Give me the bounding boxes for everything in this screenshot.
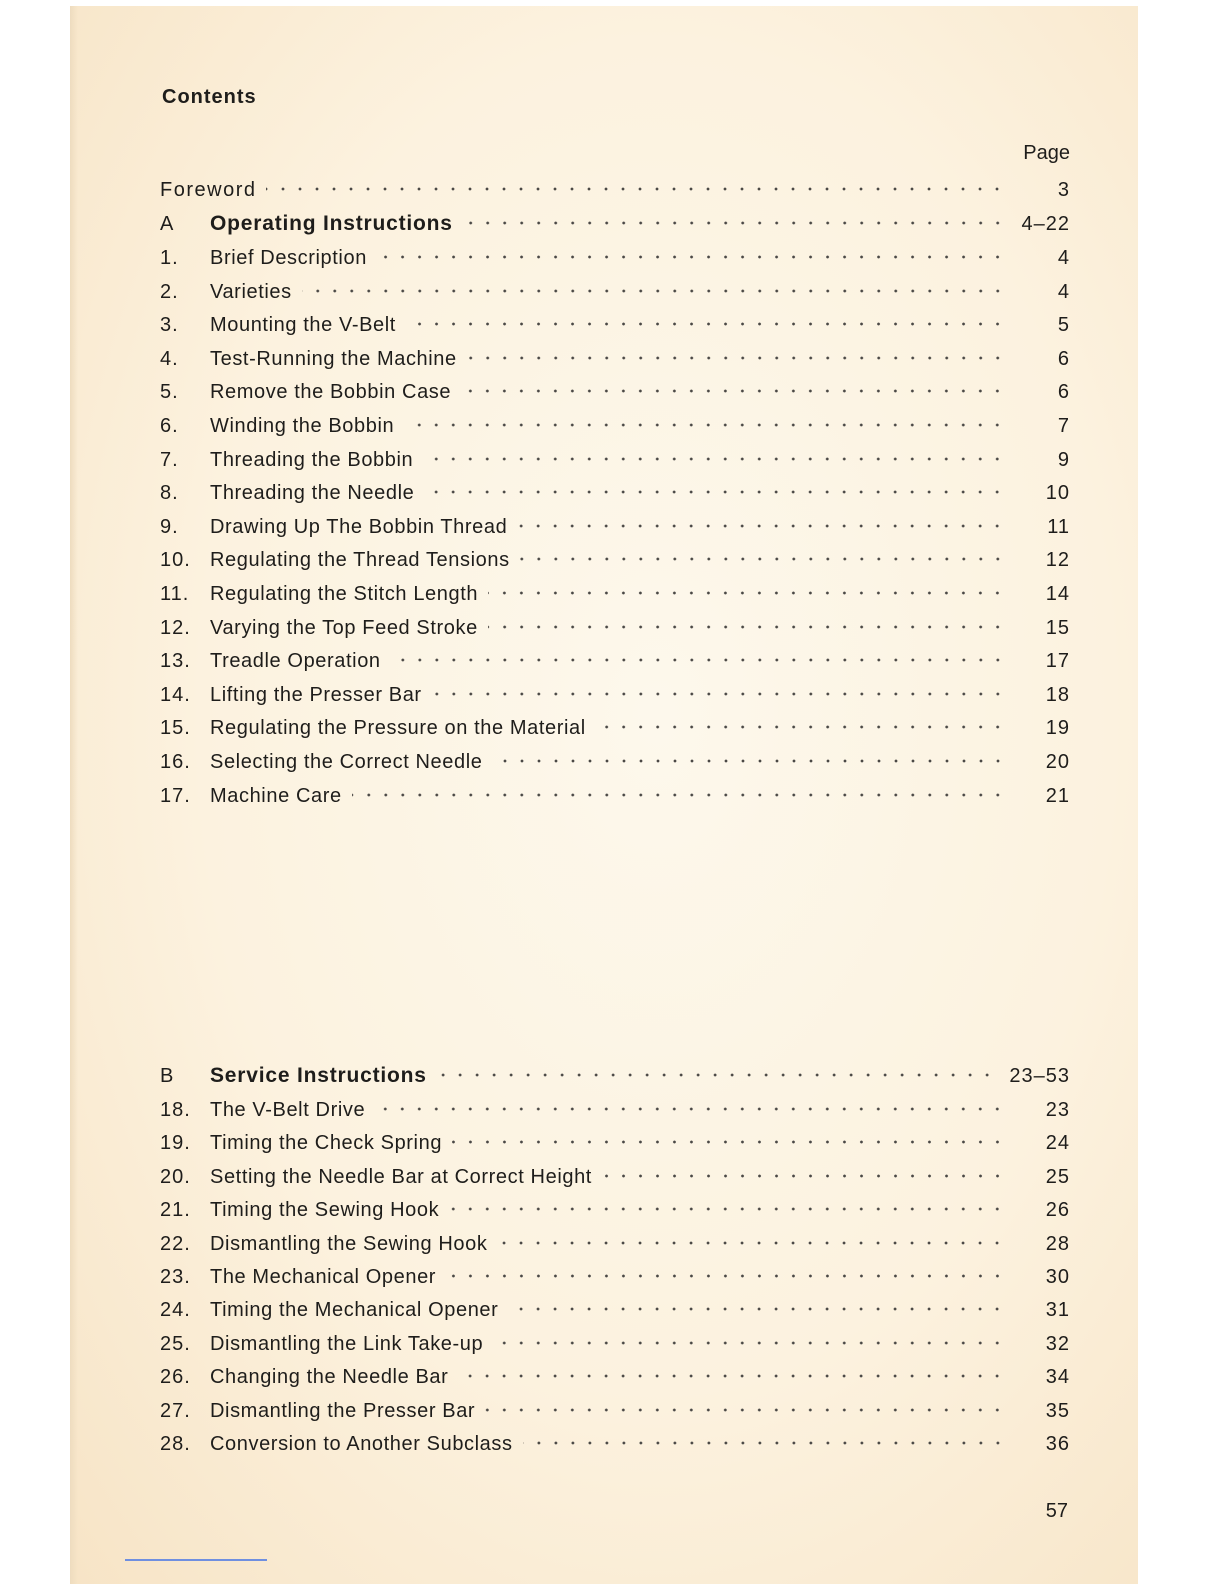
toc-entry-number: 8. xyxy=(160,482,179,505)
toc-entry-page: 32 xyxy=(1045,1332,1070,1355)
toc-entry-row xyxy=(160,576,1070,606)
toc-entry-number: 17. xyxy=(160,784,191,807)
dot-leader xyxy=(424,482,1006,502)
toc-entry-page: 3 xyxy=(1057,179,1070,201)
toc-entry-page: 4 xyxy=(1057,280,1070,303)
toc-entry-label: Remove the Bobbin Case xyxy=(210,381,452,404)
toc-entry-label: Regulating the Stitch Length xyxy=(210,583,479,605)
toc-entry-label: Threading the Needle xyxy=(210,482,415,505)
toc-entry-number: 7. xyxy=(160,448,179,471)
section-title: Service Instructions xyxy=(210,1064,427,1087)
toc-entry-number: 22. xyxy=(160,1232,191,1255)
toc-entry-page: 19 xyxy=(1045,717,1070,740)
toc-entry-label: Threading the Bobbin xyxy=(210,448,414,471)
toc-entry-page: 23 xyxy=(1045,1099,1070,1121)
toc-entry-number: 23. xyxy=(160,1266,191,1288)
toc-entry-row xyxy=(160,1292,1070,1322)
dot-leader xyxy=(485,1400,1006,1420)
toc-entry-number: 11. xyxy=(160,583,190,605)
toc-entry-number: 9. xyxy=(160,515,179,538)
section-page-range: 23–53 xyxy=(1009,1065,1070,1087)
toc-entry-number: 27. xyxy=(160,1399,191,1422)
dot-leader xyxy=(517,516,1006,536)
toc-entry-label: Winding the Bobbin xyxy=(210,415,395,437)
dot-leader xyxy=(497,1233,1006,1253)
toc-entry-number: 10. xyxy=(160,549,191,572)
toc-entry-label: Varying the Top Feed Stroke xyxy=(210,616,478,639)
dot-leader xyxy=(446,1266,1006,1286)
dot-leader xyxy=(467,348,1006,368)
toc-entry-row xyxy=(160,542,1070,572)
toc-entry-page: 17 xyxy=(1045,650,1070,673)
dot-leader xyxy=(458,1366,1006,1386)
blue-underline-mark xyxy=(125,1559,267,1561)
toc-entry-label: Brief Description xyxy=(210,247,367,269)
section-page-range: 4–22 xyxy=(1021,213,1070,235)
toc-entry-number: 12. xyxy=(160,616,191,639)
toc-entry-row xyxy=(160,778,1070,808)
toc-entry-label: Dismantling the Presser Bar xyxy=(210,1399,476,1422)
dot-leader xyxy=(266,179,1006,199)
dot-leader xyxy=(523,1433,1006,1453)
dot-leader xyxy=(437,1065,996,1085)
toc-entry-row xyxy=(160,509,1070,539)
toc-entry-page: 10 xyxy=(1045,482,1070,505)
toc-entry-label: Dismantling the Sewing Hook xyxy=(210,1232,488,1255)
dot-leader xyxy=(449,1199,1006,1219)
toc-entry-page: 24 xyxy=(1045,1132,1070,1155)
toc-entry-label: The V-Belt Drive xyxy=(210,1099,366,1121)
toc-entry-number: 24. xyxy=(160,1299,191,1322)
toc-entry-page: 11 xyxy=(1047,515,1070,538)
dot-leader xyxy=(596,717,1006,737)
toc-entry-label: Test-Running the Machine xyxy=(210,347,457,370)
toc-entry-row xyxy=(160,475,1070,505)
toc-entry-page: 26 xyxy=(1045,1199,1070,1222)
toc-entry-page: 12 xyxy=(1045,549,1070,572)
toc-entry-page: 15 xyxy=(1045,616,1070,639)
toc-entry-page: 35 xyxy=(1045,1399,1070,1422)
section-letter: B xyxy=(160,1065,175,1087)
page-number: 57 xyxy=(1045,1500,1068,1522)
toc-entry-page: 6 xyxy=(1057,381,1070,404)
toc-entry-page: 14 xyxy=(1045,583,1070,605)
toc-entry-row xyxy=(160,274,1070,304)
toc-entry-row xyxy=(160,610,1070,640)
toc-entry-row xyxy=(160,442,1070,472)
toc-entry-row xyxy=(160,1159,1070,1189)
toc-entry-number: 3. xyxy=(160,314,179,337)
toc-entry-row xyxy=(160,408,1070,438)
toc-entry-page: 36 xyxy=(1045,1433,1070,1455)
toc-entry-row xyxy=(160,1125,1070,1155)
toc-entry-row xyxy=(160,1192,1070,1222)
toc-entry-label: Mounting the V-Belt xyxy=(210,314,396,337)
toc-entry-row xyxy=(160,643,1070,673)
toc-entry-page: 18 xyxy=(1045,683,1070,706)
toc-entry-label: Lifting the Presser Bar xyxy=(210,683,422,706)
toc-entry-number: 2. xyxy=(160,280,179,303)
dot-leader xyxy=(508,1299,1006,1319)
toc-entry-page: 25 xyxy=(1045,1165,1070,1188)
toc-entry-number: 18. xyxy=(160,1099,191,1121)
dot-leader xyxy=(352,785,1006,805)
toc-entry-page: 7 xyxy=(1057,415,1070,437)
toc-entry-row xyxy=(160,744,1070,774)
toc-entry-label: Timing the Mechanical Opener xyxy=(210,1299,499,1322)
dot-leader xyxy=(493,1333,1006,1353)
toc-entry-row xyxy=(160,1092,1070,1122)
toc-entry-number: 28. xyxy=(160,1433,191,1455)
toc-entry-number: 25. xyxy=(160,1332,191,1355)
toc-entry-number: 6. xyxy=(160,415,179,437)
toc-entry-page: 5 xyxy=(1057,314,1070,337)
toc-entry-number: 21. xyxy=(160,1199,191,1222)
dot-leader xyxy=(302,281,1006,301)
toc-entry-label: Foreword xyxy=(160,179,257,201)
toc-entry-label: Drawing Up The Bobbin Thread xyxy=(210,515,508,538)
toc-entry-number: 5. xyxy=(160,381,179,404)
toc-entry-label: Setting the Needle Bar at Correct Height xyxy=(210,1165,592,1188)
dot-leader xyxy=(452,1132,1006,1152)
toc-entry-number: 15. xyxy=(160,717,191,740)
dot-leader xyxy=(488,583,1006,603)
section-title: Operating Instructions xyxy=(210,212,453,235)
toc-entry-row xyxy=(160,710,1070,740)
section-letter: A xyxy=(160,213,175,235)
page-column-label: Page xyxy=(1023,142,1070,164)
dot-leader xyxy=(520,549,1006,569)
toc-section-a-row xyxy=(160,206,1070,236)
dot-leader xyxy=(602,1166,1006,1186)
toc-entry-label: Regulating the Thread Tensions xyxy=(210,549,510,572)
toc-entry-row xyxy=(160,1393,1070,1423)
toc-entry-row xyxy=(160,240,1070,270)
toc-entry-page: 28 xyxy=(1045,1232,1070,1255)
toc-entry-label: Treadle Operation xyxy=(210,650,381,673)
toc-entry-number: 16. xyxy=(160,751,191,773)
toc-entry-row xyxy=(160,677,1070,707)
toc-entry-page: 6 xyxy=(1057,347,1070,370)
paper-edge-shadow xyxy=(70,6,78,1584)
dot-leader xyxy=(404,415,1006,435)
toc-entry-number: 19. xyxy=(160,1132,191,1155)
toc-entry-label: Machine Care xyxy=(210,784,342,807)
toc-entry-number: 4. xyxy=(160,347,179,370)
toc-entry-number: 1. xyxy=(160,247,179,269)
toc-entry-label: Varieties xyxy=(210,280,292,303)
dot-leader xyxy=(375,1099,1006,1119)
toc-entry-row xyxy=(160,1226,1070,1256)
toc-entry-label: Dismantling the Link Take-up xyxy=(210,1332,484,1355)
dot-leader xyxy=(423,449,1006,469)
toc-entry-page: 20 xyxy=(1045,751,1070,773)
toc-entry-label: Regulating the Pressure on the Material xyxy=(210,717,586,740)
toc-entry-row xyxy=(160,1259,1070,1289)
toc-entry-label: Timing the Sewing Hook xyxy=(210,1199,440,1222)
toc-entry-page: 9 xyxy=(1057,448,1070,471)
toc-entry-label: Selecting the Correct Needle xyxy=(210,751,483,773)
toc-entry-page: 21 xyxy=(1045,784,1070,807)
toc-entry-page: 4 xyxy=(1057,247,1070,269)
toc-entry-number: 13. xyxy=(160,650,191,673)
toc-entry-row xyxy=(160,1359,1070,1389)
toc-entry-page: 34 xyxy=(1045,1366,1070,1389)
toc-entry-number: 26. xyxy=(160,1366,191,1389)
dot-leader xyxy=(493,751,1007,771)
dot-leader xyxy=(463,213,1006,233)
toc-entry-number: 20. xyxy=(160,1165,191,1188)
dot-leader xyxy=(432,684,1006,704)
toc-entry-label: Conversion to Another Subclass xyxy=(210,1433,513,1455)
dot-leader xyxy=(391,650,1006,670)
dot-leader xyxy=(461,381,1006,401)
toc-entry-row xyxy=(160,341,1070,371)
toc-entry-page: 30 xyxy=(1045,1266,1070,1288)
dot-leader xyxy=(488,617,1006,637)
toc-section-b-row xyxy=(160,1058,1070,1088)
toc-entry-number: 14. xyxy=(160,683,191,706)
dot-leader xyxy=(406,314,1006,334)
toc-entry-label: Timing the Check Spring xyxy=(210,1132,443,1155)
toc-entry-row xyxy=(160,1426,1070,1456)
toc-entry-row xyxy=(160,307,1070,337)
toc-entry-label: Changing the Needle Bar xyxy=(210,1366,449,1389)
toc-entry-row xyxy=(160,374,1070,404)
toc-entry-label: The Mechanical Opener xyxy=(210,1266,437,1288)
toc-entry-page: 31 xyxy=(1045,1299,1070,1322)
dot-leader xyxy=(377,247,1006,267)
toc-foreword-row xyxy=(160,172,1070,202)
toc-entry-row xyxy=(160,1326,1070,1356)
page-title: Contents xyxy=(162,86,257,108)
